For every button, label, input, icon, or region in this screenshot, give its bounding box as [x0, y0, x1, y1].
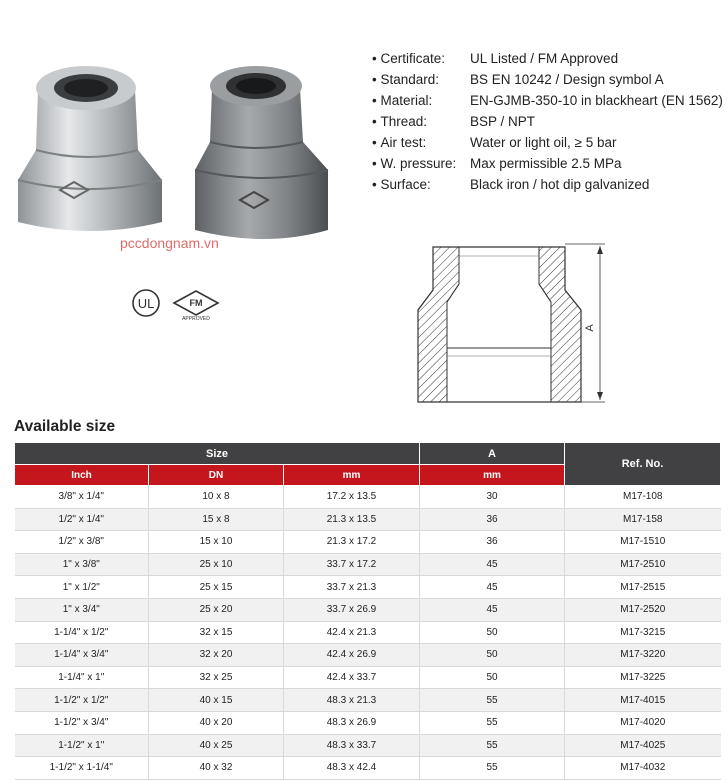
cell-a: 50	[420, 621, 565, 644]
table-row	[15, 508, 721, 531]
cell-inch: 1-1/2" x 3/4"	[15, 711, 149, 734]
inch-header: Inch	[15, 465, 149, 486]
svg-text:FM: FM	[189, 298, 203, 308]
cell-ref: M17-3225	[565, 666, 721, 689]
cell-dn: 25 x 20	[149, 598, 284, 621]
table-row	[15, 644, 721, 667]
table-row	[15, 689, 721, 712]
dimension-a-label: A	[584, 324, 596, 332]
product-photo	[0, 30, 370, 260]
spec-row	[372, 69, 728, 90]
cell-a: 55	[420, 734, 565, 757]
cell-dn: 40 x 32	[149, 757, 284, 780]
spec-value: BSP / NPT	[470, 114, 536, 129]
cell-mm: 33.7 x 17.2	[284, 553, 420, 576]
cell-dn: 15 x 8	[149, 508, 284, 531]
cell-inch: 1/2" x 3/8"	[15, 531, 149, 554]
cell-mm: 48.3 x 21.3	[284, 689, 420, 712]
svg-text:APPROVED: APPROVED	[182, 316, 210, 321]
cell-inch: 3/8" x 1/4"	[15, 486, 149, 509]
galvanized-reducer	[18, 66, 162, 231]
table-row	[15, 734, 721, 757]
table-row	[15, 711, 721, 734]
cell-a: 55	[420, 757, 565, 780]
cell-ref: M17-3215	[565, 621, 721, 644]
cell-mm: 17.2 x 13.5	[284, 486, 420, 509]
ref-no-header: Ref. No.	[565, 443, 721, 486]
cell-a: 45	[420, 553, 565, 576]
table-row	[15, 757, 721, 780]
spec-key: • Thread:	[372, 111, 470, 132]
spec-row	[372, 174, 728, 195]
cell-inch: 1-1/4" x 1"	[15, 666, 149, 689]
cell-inch: 1-1/2" x 1-1/4"	[15, 757, 149, 780]
cell-a: 50	[420, 644, 565, 667]
spec-key: • Certificate:	[372, 48, 470, 69]
cell-a: 55	[420, 711, 565, 734]
table-row	[15, 666, 721, 689]
cell-a: 30	[420, 486, 565, 509]
dn-header: DN	[149, 465, 284, 486]
cell-ref: M17-4015	[565, 689, 721, 712]
cell-a: 45	[420, 598, 565, 621]
cell-inch: 1-1/4" x 3/4"	[15, 644, 149, 667]
spec-key: • W. pressure:	[372, 153, 470, 174]
spec-row	[372, 111, 728, 132]
cell-ref: M17-3220	[565, 644, 721, 667]
cell-dn: 40 x 25	[149, 734, 284, 757]
size-group-header: Size	[15, 443, 420, 465]
cell-mm: 33.7 x 21.3	[284, 576, 420, 599]
svg-text:UL: UL	[137, 296, 155, 311]
cell-a: 36	[420, 508, 565, 531]
spec-row	[372, 90, 728, 111]
spec-value: Water or light oil, ≥ 5 bar	[470, 135, 617, 150]
cell-dn: 32 x 25	[149, 666, 284, 689]
cell-a: 50	[420, 666, 565, 689]
cell-ref: M17-2515	[565, 576, 721, 599]
cell-ref: M17-2520	[565, 598, 721, 621]
table-row	[15, 531, 721, 554]
cell-dn: 25 x 10	[149, 553, 284, 576]
table-row	[15, 553, 721, 576]
cell-mm: 21.3 x 13.5	[284, 508, 420, 531]
spec-row	[372, 153, 728, 174]
certification-marks	[130, 285, 230, 321]
fm-approved-icon	[174, 291, 218, 321]
cell-ref: M17-4032	[565, 757, 721, 780]
spec-value: BS EN 10242 / Design symbol A	[470, 72, 664, 87]
spec-row	[372, 48, 728, 69]
size-table	[14, 442, 721, 780]
spec-value: Max permissible 2.5 MPa	[470, 156, 622, 171]
cell-mm: 42.4 x 21.3	[284, 621, 420, 644]
ul-listed-icon	[133, 290, 159, 316]
black-iron-reducer	[195, 66, 328, 239]
a-mm-header: mm	[420, 465, 565, 486]
cell-dn: 25 x 15	[149, 576, 284, 599]
watermark-text: pccdongnam.vn	[120, 235, 219, 251]
table-row	[15, 486, 721, 509]
cell-ref: M17-108	[565, 486, 721, 509]
cell-inch: 1/2" x 1/4"	[15, 508, 149, 531]
spec-row	[372, 132, 728, 153]
cell-mm: 42.4 x 33.7	[284, 666, 420, 689]
spec-key: • Air test:	[372, 132, 470, 153]
table-row	[15, 621, 721, 644]
cell-a: 45	[420, 576, 565, 599]
cell-inch: 1-1/4" x 1/2"	[15, 621, 149, 644]
cell-mm: 48.3 x 42.4	[284, 757, 420, 780]
cell-ref: M17-4020	[565, 711, 721, 734]
spec-value: Black iron / hot dip galvanized	[470, 177, 650, 192]
cell-dn: 32 x 15	[149, 621, 284, 644]
cell-mm: 42.4 x 26.9	[284, 644, 420, 667]
section-title: Available size	[14, 418, 116, 435]
cell-inch: 1" x 1/2"	[15, 576, 149, 599]
table-row	[15, 576, 721, 599]
cell-inch: 1" x 3/8"	[15, 553, 149, 576]
cell-dn: 32 x 20	[149, 644, 284, 667]
cell-dn: 40 x 20	[149, 711, 284, 734]
cell-dn: 15 x 10	[149, 531, 284, 554]
spec-key: • Surface:	[372, 174, 470, 195]
cell-a: 36	[420, 531, 565, 554]
cell-ref: M17-2510	[565, 553, 721, 576]
cell-ref: M17-4025	[565, 734, 721, 757]
cell-inch: 1-1/2" x 1"	[15, 734, 149, 757]
cell-dn: 40 x 15	[149, 689, 284, 712]
cell-mm: 48.3 x 33.7	[284, 734, 420, 757]
cell-inch: 1-1/2" x 1/2"	[15, 689, 149, 712]
cross-section-drawing	[405, 232, 615, 412]
cell-ref: M17-158	[565, 508, 721, 531]
spec-key: • Material:	[372, 90, 470, 111]
cell-mm: 33.7 x 26.9	[284, 598, 420, 621]
table-row	[15, 598, 721, 621]
spec-value: UL Listed / FM Approved	[470, 51, 619, 66]
spec-value: EN-GJMB-350-10 in blackheart (EN 1562)	[470, 93, 723, 108]
cell-mm: 21.3 x 17.2	[284, 531, 420, 554]
cell-inch: 1" x 3/4"	[15, 598, 149, 621]
cell-dn: 10 x 8	[149, 486, 284, 509]
mm-header: mm	[284, 465, 420, 486]
spec-list	[372, 48, 728, 195]
spec-key: • Standard:	[372, 69, 470, 90]
a-group-header: A	[420, 443, 565, 465]
cell-a: 55	[420, 689, 565, 712]
cell-mm: 48.3 x 26.9	[284, 711, 420, 734]
cell-ref: M17-1510	[565, 531, 721, 554]
